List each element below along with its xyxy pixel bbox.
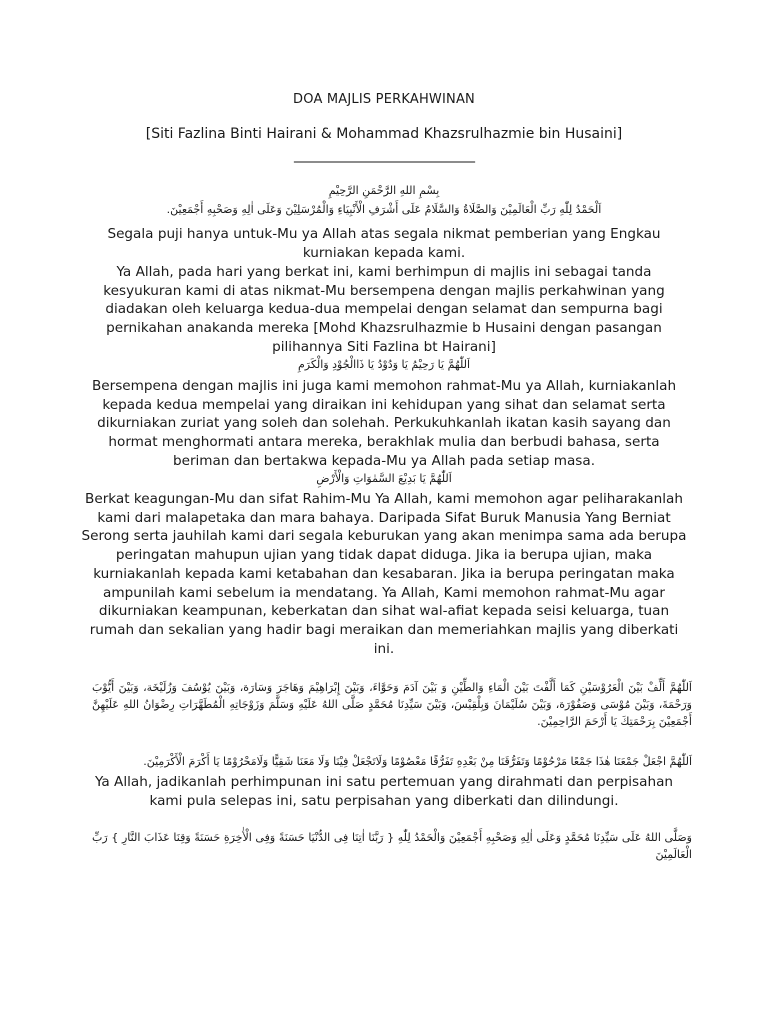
underline-rule: ______________________________ (294, 147, 474, 163)
arabic-invocation-3: اَللّٰهُمَّ يَا بَدِيْعَ السَّمٰوَاتِ وَالْأَرْضِ (316, 472, 452, 485)
paragraph-gathering: Ya Allah, pada hari yang berkat ini, kami berhimpun di majlis ini sebagai tanda kesyukuran kami di atas nikmat-Mu bersempena dengan majlis perkahwinan yang diadakan oleh keluarga kedua-dua mempelai dengan selamat dan sempurna bagi pernikahan anakanda mereka [Mohd Khazsrulhazmie b Husaini dengan pasangan pilihannya Siti Fazlina bt Hairani] (103, 264, 665, 355)
couple-names: [Siti Fazlina Binti Hairani & Mohammad Khazsrulhazmie bin Husaini] (145, 126, 623, 142)
paragraph-blessing: Bersempena dengan majlis ini juga kami memohon rahmat-Mu ya Allah, kurniakanlah kepada kedua mempelai yang diraikan ini kehidupan yang sihat dan selamat serta dikurniakan zuriat yang soleh dan solehah. Perkukuhkanlah ikatan kasih sayang dan hormat menghormati antara mereka, berakhlak mulia dan berbudi bahasa, serta beriman dan bertakwa kepada-Mu ya Allah pada setiap masa. (91, 378, 677, 469)
arabic-invocation-4: اَللّٰهُمَّ أَلِّفْ بَيْنَ الْعَرُوْسَيْنِ كَمَا أَلَّفْتَ بَيْنَ الْمَاءِ وَالطِّيْنِ وَ بَيْنَ آدَمَ وَحَوَّاءَ، وَبَيْنَ إِبْرَاهِيْمَ وَهَاجَرَ وَسَارَة، وَبَيْنَ يُوْسُفَ وَزُلَيْخَة، وَبَيْنَ أَيُّوْبَ وَرَحْمَةَ، وَبَيْنَ مُوْسَى وَصَفُوْرَة، وَبَيْنَ سُلَيْمَانَ وَبِلْقِيْسَ، وَبَيْنَ سَيِّدِنَا مُحَمَّدٍ صَلَّى اللهُ عَلَيْهِ وَسَلَّمَ وَزَوْجَاتِهِ الْمُطَهَّرَاتِ رِضْوَانُ اللهِ عَلَيْهِنَّ أَجْمَعِيْنَ بِرَحْمَتِكَ يَا أَرْحَمَ الرَّاحِمِيْنَ. (92, 681, 692, 728)
arabic-invocation-5: اَللّٰهُمَّ اجْعَلْ جَمْعَنَا هٰذَا جَمْعًا مَرْحُوْمًا وَتَفَرُّقَنَا مِنْ بَعْدِهِ تَفَرُّقًا مَعْصُوْمًا وَلَاتَجْعَلْ فِيْنَا وَلَا مَعَنَا شَقِيًّا وَلَامَحْرُوْمًا يَا أَكْرَمَ الْأَكْرَمِيْنَ. (143, 755, 692, 768)
paragraph-gathering-blessed: Ya Allah, jadikanlah perhimpunan ini satu pertemuan yang dirahmati dan perpisahan kami pula selepas ini, satu perpisahan yang diberkati dan dilindungi. (94, 774, 674, 809)
paragraph-praise: Segala puji hanya untuk-Mu ya Allah atas segala nikmat pemberian yang Engkau kurniakan kepada kami. (107, 226, 661, 261)
arabic-invocation-2: اَللّٰهُمَّ يَا رَحِيْمُ يَا وَدُوْدُ يَا ذَاالْجُوْدِ وَالْكَرَمِ (297, 358, 471, 371)
arabic-opening: اَلْحَمْدُ لِلّٰهِ رَبِّ الْعَالَمِيْنَ وَالصَّلَاةُ وَالسَّلَامُ عَلَى أَشْرَفِ الْأَنْبِيَاءِ وَالْمُرْسَلِيْنَ وَعَلَى اٰلِهِ وَصَحْبِهِ أَجْمَعِيْنَ. (166, 203, 602, 216)
arabic-closing: وَصَلَّى اللهُ عَلَى سَيِّدِنَا مُحَمَّدٍ وَعَلَى اٰلِهِ وَصَحْبِهِ أَجْمَعِيْنَ وَالْحَمْدُ لِلّٰهِ { رَبَّنَا اٰتِنَا فِى الدُّنْيَا حَسَنَةً وَفِى الْأٰخِرَةِ حَسَنَةً وَقِنَا عَذَابَ النَّارِ } رَبِّ الْعَالَمِيْنَ (92, 831, 692, 861)
arabic-basmalah: بِسْمِ اللهِ الرَّحْمَنِ الرَّحِيْمِ (328, 184, 440, 197)
document-title: DOA MAJLIS PERKAHWINAN (293, 92, 475, 107)
paragraph-protection: Berkat keagungan-Mu dan sifat Rahim-Mu Ya Allah, kami memohon agar peliharakanlah kami dari malapetaka dan mara bahaya. Daripada Sifat Buruk Manusia Yang Berniat Serong serta jauhilah kami dari segala keburukan yang akan menimpa sama ada berupa peringatan mahupun ujian yang tidak dapat diduga. Jika ia berupa ujian, maka kurniakanlah kepada kami ketabahan dan kesabaran. Jika ia berupa peringatan maka ampunilah kami sebelum ia mendatang. Ya Allah, Kami memohon rahmat-Mu agar dikurniakan keampunan, keberkatan dan sihat wal-afiat kepada seisi keluarga, tuan rumah dan sekalian yang hadir bagi meraikan dan memeriahkan majlis yang diberkati ini. (81, 491, 687, 657)
